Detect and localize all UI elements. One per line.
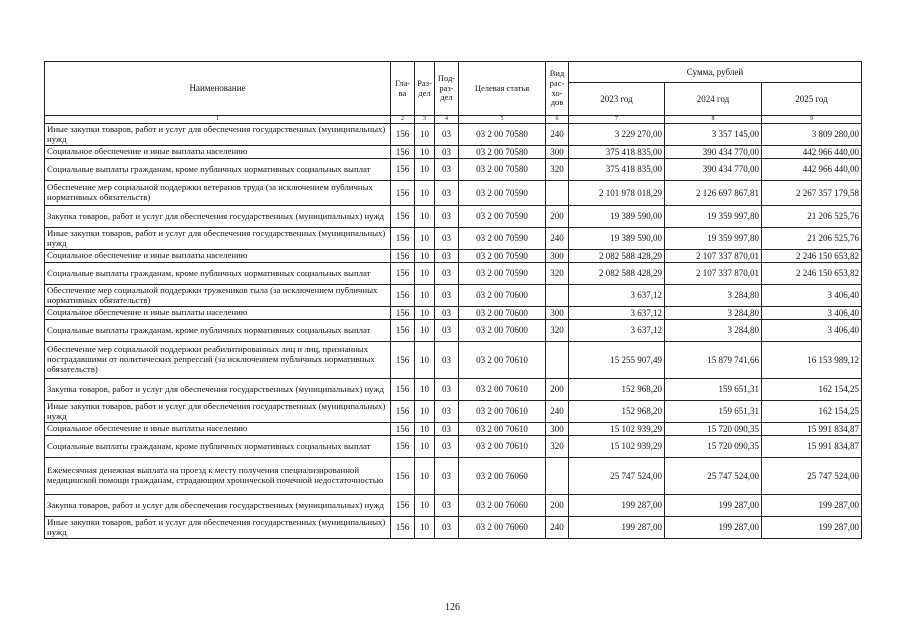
table-row bbox=[45, 401, 862, 423]
column-number: 4 bbox=[435, 116, 459, 124]
row-target: 03 2 00 70580 bbox=[459, 146, 546, 159]
row-target: 03 2 00 70580 bbox=[459, 124, 546, 146]
row-razdel: 10 bbox=[415, 159, 435, 181]
row-vid: 300 bbox=[546, 307, 569, 320]
table-row bbox=[45, 379, 862, 401]
column-number: 5 bbox=[459, 116, 546, 124]
header-podrazdel: Под-раз-дел bbox=[435, 62, 459, 116]
row-amount-2024: 3 284,80 bbox=[665, 307, 762, 320]
row-amount-2023: 3 637,12 bbox=[569, 307, 665, 320]
row-glava: 156 bbox=[391, 285, 415, 307]
row-glava: 156 bbox=[391, 307, 415, 320]
row-vid: 200 bbox=[546, 379, 569, 401]
row-podrazdel: 03 bbox=[435, 146, 459, 159]
row-target: 03 2 00 76060 bbox=[459, 458, 546, 495]
row-glava: 156 bbox=[391, 263, 415, 285]
row-name: Обеспечение мер социальной поддержки реабилитированных лиц и лиц, признанных пострадавшими от политических репрессий (за исключением публичных нормативных обязательств) bbox=[45, 342, 391, 379]
row-amount-2025: 21 206 525,76 bbox=[762, 206, 862, 228]
table-row bbox=[45, 436, 862, 458]
row-target: 03 2 00 70580 bbox=[459, 159, 546, 181]
table-row bbox=[45, 495, 862, 517]
table-row bbox=[45, 307, 862, 320]
column-number: 3 bbox=[415, 116, 435, 124]
row-vid bbox=[546, 285, 569, 307]
row-amount-2024: 3 284,80 bbox=[665, 285, 762, 307]
row-target: 03 2 00 70590 bbox=[459, 181, 546, 206]
page-number: 126 bbox=[445, 602, 460, 613]
row-glava: 156 bbox=[391, 458, 415, 495]
table-row bbox=[45, 285, 862, 307]
row-razdel: 10 bbox=[415, 181, 435, 206]
row-amount-2024: 19 359 997,80 bbox=[665, 206, 762, 228]
row-vid: 320 bbox=[546, 159, 569, 181]
row-amount-2024: 15 720 090,35 bbox=[665, 436, 762, 458]
row-glava: 156 bbox=[391, 379, 415, 401]
row-name: Социальные выплаты гражданам, кроме публичных нормативных социальных выплат bbox=[45, 159, 391, 181]
row-razdel: 10 bbox=[415, 517, 435, 539]
row-amount-2024: 3 284,80 bbox=[665, 320, 762, 342]
row-amount-2025: 162 154,25 bbox=[762, 401, 862, 423]
row-amount-2024: 19 359 997,80 bbox=[665, 228, 762, 250]
row-vid: 240 bbox=[546, 517, 569, 539]
table-row bbox=[45, 228, 862, 250]
row-amount-2023: 15 102 939,29 bbox=[569, 423, 665, 436]
row-amount-2025: 199 287,00 bbox=[762, 517, 862, 539]
table-body bbox=[45, 124, 862, 539]
row-glava: 156 bbox=[391, 206, 415, 228]
row-razdel: 10 bbox=[415, 285, 435, 307]
row-name: Иные закупки товаров, работ и услуг для обеспечения государственных (муниципальных) нужд bbox=[45, 517, 391, 539]
row-podrazdel: 03 bbox=[435, 320, 459, 342]
row-razdel: 10 bbox=[415, 458, 435, 495]
row-podrazdel: 03 bbox=[435, 250, 459, 263]
budget-table bbox=[44, 61, 862, 539]
row-amount-2025: 25 747 524,00 bbox=[762, 458, 862, 495]
row-target: 03 2 00 70590 bbox=[459, 263, 546, 285]
column-number: 9 bbox=[762, 116, 862, 124]
row-glava: 156 bbox=[391, 228, 415, 250]
row-amount-2025: 3 809 280,00 bbox=[762, 124, 862, 146]
column-number: 8 bbox=[665, 116, 762, 124]
row-target: 03 2 00 70600 bbox=[459, 320, 546, 342]
row-target: 03 2 00 70600 bbox=[459, 307, 546, 320]
row-glava: 156 bbox=[391, 320, 415, 342]
header-razdel: Раз-дел bbox=[415, 62, 435, 116]
row-podrazdel: 03 bbox=[435, 517, 459, 539]
header-year-2025: 2025 год bbox=[762, 83, 862, 116]
row-target: 03 2 00 76060 bbox=[459, 517, 546, 539]
row-glava: 156 bbox=[391, 495, 415, 517]
row-target: 03 2 00 70590 bbox=[459, 206, 546, 228]
row-glava: 156 bbox=[391, 181, 415, 206]
row-name: Иные закупки товаров, работ и услуг для обеспечения государственных (муниципальных) нужд bbox=[45, 228, 391, 250]
row-glava: 156 bbox=[391, 159, 415, 181]
column-number-row bbox=[45, 116, 862, 124]
row-amount-2023: 199 287,00 bbox=[569, 517, 665, 539]
row-amount-2023: 375 418 835,00 bbox=[569, 146, 665, 159]
row-podrazdel: 03 bbox=[435, 458, 459, 495]
row-amount-2023: 3 637,12 bbox=[569, 320, 665, 342]
row-target: 03 2 00 70610 bbox=[459, 342, 546, 379]
row-podrazdel: 03 bbox=[435, 379, 459, 401]
row-amount-2025: 3 406,40 bbox=[762, 307, 862, 320]
column-number: 7 bbox=[569, 116, 665, 124]
header-name: Наименование bbox=[45, 62, 391, 116]
row-razdel: 10 bbox=[415, 206, 435, 228]
row-amount-2023: 3 637,12 bbox=[569, 285, 665, 307]
row-name: Социальное обеспечение и иные выплаты населению bbox=[45, 250, 391, 263]
row-amount-2024: 390 434 770,00 bbox=[665, 159, 762, 181]
row-amount-2025: 21 206 525,76 bbox=[762, 228, 862, 250]
row-razdel: 10 bbox=[415, 423, 435, 436]
row-podrazdel: 03 bbox=[435, 206, 459, 228]
row-amount-2024: 25 747 524,00 bbox=[665, 458, 762, 495]
row-amount-2025: 15 991 834,87 bbox=[762, 423, 862, 436]
row-vid bbox=[546, 458, 569, 495]
row-amount-2023: 2 082 588 428,29 bbox=[569, 263, 665, 285]
row-vid: 240 bbox=[546, 401, 569, 423]
row-amount-2024: 2 107 337 870,01 bbox=[665, 250, 762, 263]
row-name: Социальное обеспечение и иные выплаты населению bbox=[45, 423, 391, 436]
row-amount-2023: 19 389 590,00 bbox=[569, 228, 665, 250]
row-glava: 156 bbox=[391, 517, 415, 539]
row-vid: 240 bbox=[546, 124, 569, 146]
row-amount-2023: 15 102 939,29 bbox=[569, 436, 665, 458]
row-target: 03 2 00 70610 bbox=[459, 401, 546, 423]
table-row bbox=[45, 159, 862, 181]
row-amount-2023: 199 287,00 bbox=[569, 495, 665, 517]
row-razdel: 10 bbox=[415, 436, 435, 458]
column-number: 1 bbox=[45, 116, 391, 124]
row-podrazdel: 03 bbox=[435, 263, 459, 285]
row-amount-2025: 442 966 440,00 bbox=[762, 146, 862, 159]
row-podrazdel: 03 bbox=[435, 495, 459, 517]
row-razdel: 10 bbox=[415, 307, 435, 320]
row-amount-2025: 2 267 357 179,58 bbox=[762, 181, 862, 206]
row-amount-2024: 3 357 145,00 bbox=[665, 124, 762, 146]
row-amount-2023: 3 229 270,00 bbox=[569, 124, 665, 146]
row-name: Иные закупки товаров, работ и услуг для обеспечения государственных (муниципальных) нужд bbox=[45, 124, 391, 146]
row-amount-2025: 15 991 834,87 bbox=[762, 436, 862, 458]
table-header bbox=[45, 62, 862, 124]
row-vid: 320 bbox=[546, 263, 569, 285]
row-glava: 156 bbox=[391, 423, 415, 436]
row-razdel: 10 bbox=[415, 379, 435, 401]
row-amount-2023: 15 255 907,49 bbox=[569, 342, 665, 379]
row-razdel: 10 bbox=[415, 495, 435, 517]
row-amount-2024: 2 107 337 870,01 bbox=[665, 263, 762, 285]
row-vid: 300 bbox=[546, 146, 569, 159]
row-name: Социальное обеспечение и иные выплаты населению bbox=[45, 307, 391, 320]
row-podrazdel: 03 bbox=[435, 342, 459, 379]
row-glava: 156 bbox=[391, 436, 415, 458]
row-podrazdel: 03 bbox=[435, 285, 459, 307]
row-amount-2024: 2 126 697 867,81 bbox=[665, 181, 762, 206]
row-vid: 240 bbox=[546, 228, 569, 250]
table-row bbox=[45, 263, 862, 285]
row-amount-2023: 152 968,20 bbox=[569, 401, 665, 423]
row-vid: 320 bbox=[546, 436, 569, 458]
row-amount-2023: 25 747 524,00 bbox=[569, 458, 665, 495]
header-target: Целевая статья bbox=[459, 62, 546, 116]
row-target: 03 2 00 70610 bbox=[459, 436, 546, 458]
row-amount-2025: 2 246 150 653,82 bbox=[762, 250, 862, 263]
row-amount-2025: 16 153 989,12 bbox=[762, 342, 862, 379]
header-year-2024: 2024 год bbox=[665, 83, 762, 116]
row-amount-2025: 2 246 150 653,82 bbox=[762, 263, 862, 285]
row-amount-2024: 199 287,00 bbox=[665, 517, 762, 539]
table-row bbox=[45, 517, 862, 539]
row-amount-2025: 3 406,40 bbox=[762, 285, 862, 307]
table-row bbox=[45, 342, 862, 379]
row-podrazdel: 03 bbox=[435, 401, 459, 423]
row-amount-2025: 162 154,25 bbox=[762, 379, 862, 401]
row-vid: 320 bbox=[546, 320, 569, 342]
row-amount-2025: 199 287,00 bbox=[762, 495, 862, 517]
row-glava: 156 bbox=[391, 124, 415, 146]
row-target: 03 2 00 76060 bbox=[459, 495, 546, 517]
row-podrazdel: 03 bbox=[435, 159, 459, 181]
row-amount-2023: 19 389 590,00 bbox=[569, 206, 665, 228]
row-amount-2023: 2 082 588 428,29 bbox=[569, 250, 665, 263]
row-razdel: 10 bbox=[415, 342, 435, 379]
row-target: 03 2 00 70590 bbox=[459, 250, 546, 263]
row-glava: 156 bbox=[391, 401, 415, 423]
row-amount-2023: 152 968,20 bbox=[569, 379, 665, 401]
row-amount-2024: 199 287,00 bbox=[665, 495, 762, 517]
row-razdel: 10 bbox=[415, 228, 435, 250]
row-name: Социальное обеспечение и иные выплаты населению bbox=[45, 146, 391, 159]
row-name: Иные закупки товаров, работ и услуг для обеспечения государственных (муниципальных) нужд bbox=[45, 401, 391, 423]
row-amount-2025: 3 406,40 bbox=[762, 320, 862, 342]
row-name: Обеспечение мер социальной поддержки ветеранов труда (за исключением публичных нормативных обязательств) bbox=[45, 181, 391, 206]
row-razdel: 10 bbox=[415, 320, 435, 342]
header-year-2023: 2023 год bbox=[569, 83, 665, 116]
row-amount-2023: 2 101 978 018,29 bbox=[569, 181, 665, 206]
table-row bbox=[45, 423, 862, 436]
table-row bbox=[45, 320, 862, 342]
row-amount-2024: 390 434 770,00 bbox=[665, 146, 762, 159]
row-name: Социальные выплаты гражданам, кроме публичных нормативных социальных выплат bbox=[45, 263, 391, 285]
row-amount-2024: 15 720 090,35 bbox=[665, 423, 762, 436]
row-vid: 200 bbox=[546, 495, 569, 517]
row-target: 03 2 00 70610 bbox=[459, 423, 546, 436]
row-target: 03 2 00 70600 bbox=[459, 285, 546, 307]
row-name: Социальные выплаты гражданам, кроме публичных нормативных социальных выплат bbox=[45, 320, 391, 342]
header-sum: Сумма, рублей bbox=[569, 62, 862, 83]
header-vid: Вид рас-хо-дов bbox=[546, 62, 569, 116]
table-row bbox=[45, 458, 862, 495]
header-glava: Гла-ва bbox=[391, 62, 415, 116]
row-podrazdel: 03 bbox=[435, 436, 459, 458]
row-amount-2024: 159 651,31 bbox=[665, 379, 762, 401]
row-glava: 156 bbox=[391, 250, 415, 263]
row-razdel: 10 bbox=[415, 146, 435, 159]
column-number: 2 bbox=[391, 116, 415, 124]
table-row bbox=[45, 206, 862, 228]
table-row bbox=[45, 146, 862, 159]
row-podrazdel: 03 bbox=[435, 181, 459, 206]
row-vid: 200 bbox=[546, 206, 569, 228]
row-name: Закупка товаров, работ и услуг для обеспечения государственных (муниципальных) нужд bbox=[45, 206, 391, 228]
row-name: Ежемесячная денежная выплата на проезд к месту получения специализированной медицинской помощи гражданам, страдающим хронической почечной недостаточностью bbox=[45, 458, 391, 495]
row-razdel: 10 bbox=[415, 250, 435, 263]
row-podrazdel: 03 bbox=[435, 423, 459, 436]
row-podrazdel: 03 bbox=[435, 124, 459, 146]
row-name: Обеспечение мер социальной поддержки тружеников тыла (за исключением публичных нормативных обязательств) bbox=[45, 285, 391, 307]
row-glava: 156 bbox=[391, 146, 415, 159]
row-vid: 300 bbox=[546, 250, 569, 263]
row-target: 03 2 00 70610 bbox=[459, 379, 546, 401]
row-name: Закупка товаров, работ и услуг для обеспечения государственных (муниципальных) нужд bbox=[45, 495, 391, 517]
row-podrazdel: 03 bbox=[435, 228, 459, 250]
table-row bbox=[45, 250, 862, 263]
table-row bbox=[45, 181, 862, 206]
row-podrazdel: 03 bbox=[435, 307, 459, 320]
row-vid bbox=[546, 181, 569, 206]
column-number: 6 bbox=[546, 116, 569, 124]
row-name: Социальные выплаты гражданам, кроме публичных нормативных социальных выплат bbox=[45, 436, 391, 458]
row-amount-2024: 15 879 741,66 bbox=[665, 342, 762, 379]
row-name: Закупка товаров, работ и услуг для обеспечения государственных (муниципальных) нужд bbox=[45, 379, 391, 401]
row-target: 03 2 00 70590 bbox=[459, 228, 546, 250]
row-razdel: 10 bbox=[415, 124, 435, 146]
row-amount-2023: 375 418 835,00 bbox=[569, 159, 665, 181]
row-amount-2025: 442 966 440,00 bbox=[762, 159, 862, 181]
row-amount-2024: 159 651,31 bbox=[665, 401, 762, 423]
row-vid bbox=[546, 342, 569, 379]
row-razdel: 10 bbox=[415, 263, 435, 285]
row-glava: 156 bbox=[391, 342, 415, 379]
row-vid: 300 bbox=[546, 423, 569, 436]
table-row bbox=[45, 124, 862, 146]
row-razdel: 10 bbox=[415, 401, 435, 423]
